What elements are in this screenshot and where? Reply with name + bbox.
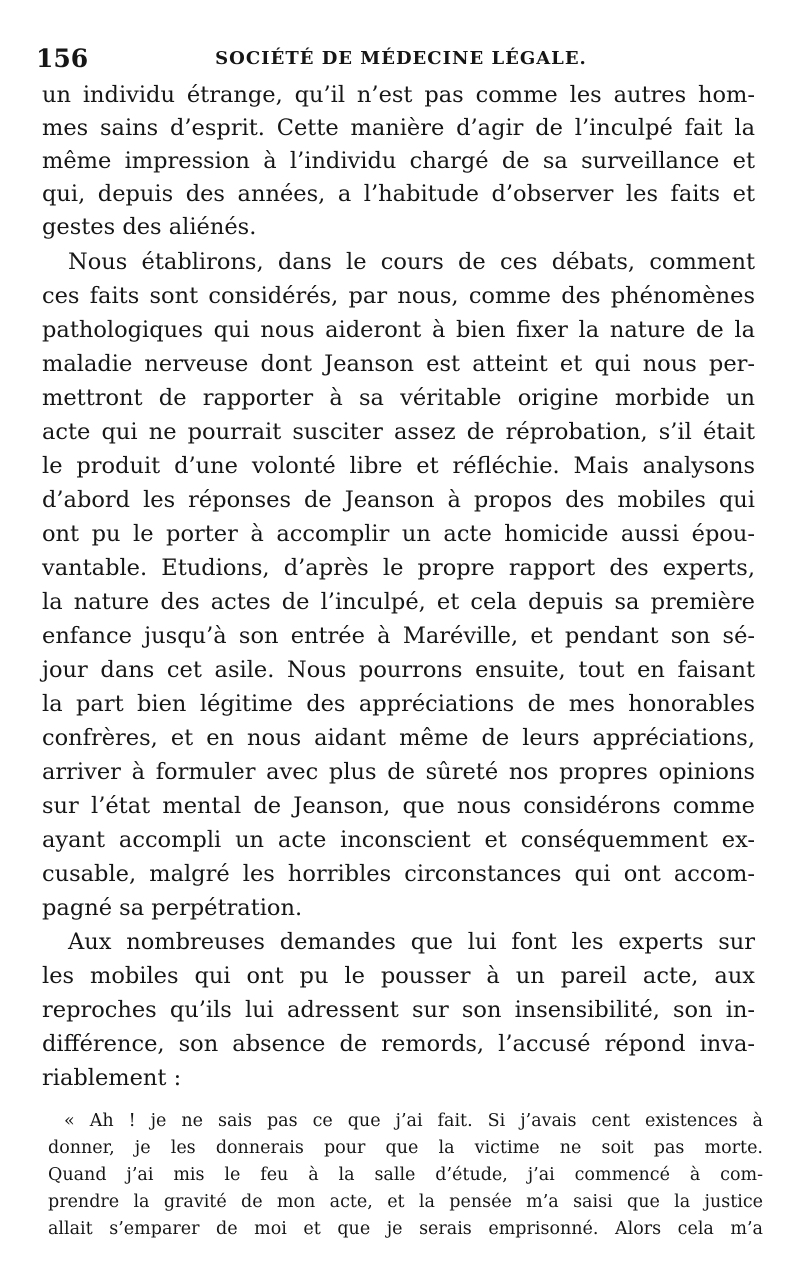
quote-line: donner, je les donnerais pour que la victime ne soit pas morte. xyxy=(48,1138,763,1158)
text-line: vantable. Etudions, d’après le propre rapport des experts, xyxy=(42,555,755,581)
text-line: pagné sa perpétration. xyxy=(42,895,303,921)
text-line: jour dans cet asile. Nous pourrons ensuite, tout en faisant xyxy=(42,657,755,683)
text-line: cusable, malgré les horribles circonstances qui ont accom- xyxy=(42,861,755,887)
text-line: pathologiques qui nous aideront à bien fixer la nature de la xyxy=(42,317,755,343)
text-line: ont pu le porter à accomplir un acte homicide aussi épou- xyxy=(42,521,755,547)
running-title: SOCIÉTÉ DE MÉDECINE LÉGALE. xyxy=(215,48,587,69)
quote-line: allait s’emparer de moi et que je serais emprisonné. Alors cela m’a xyxy=(48,1219,763,1239)
text-line: Aux nombreuses demandes que lui font les experts sur xyxy=(68,929,755,955)
text-line: riablement : xyxy=(42,1065,182,1091)
text-line: ces faits sont considérés, par nous, comme des phénomènes xyxy=(42,283,755,309)
text-line: la nature des actes de l’inculpé, et cela depuis sa première xyxy=(42,589,755,615)
text-line: Nous établirons, dans le cours de ces débats, comment xyxy=(68,249,755,275)
quote-line: prendre la gravité de mon acte, et la pensée m’a saisi que la justice xyxy=(48,1192,763,1212)
text-line: acte qui ne pourrait susciter assez de réprobation, s’il était xyxy=(42,419,755,445)
text-line: un individu étrange, qu’il n’est pas comme les autres hom- xyxy=(42,82,755,108)
text-line: les mobiles qui ont pu le pousser à un pareil acte, aux xyxy=(42,963,755,989)
text-line: maladie nerveuse dont Jeanson est atteint et qui nous per- xyxy=(42,351,755,377)
text-line: confrères, et en nous aidant même de leurs appréciations, xyxy=(42,725,755,751)
page-header xyxy=(36,44,766,74)
page-number: 156 xyxy=(36,44,89,73)
text-line: enfance jusqu’à son entrée à Maréville, et pendant son sé- xyxy=(42,623,755,649)
text-line: gestes des aliénés. xyxy=(42,214,257,240)
quote-line: « Ah ! je ne sais pas ce que j’ai fait. Si j’avais cent existences à xyxy=(64,1111,763,1131)
quote-line: Quand j’ai mis le feu à la salle d’étude, j’ai commencé à com- xyxy=(48,1165,763,1185)
text-line: le produit d’une volonté libre et réfléchie. Mais analysons xyxy=(42,453,755,479)
text-line: différence, son absence de remords, l’accusé répond inva- xyxy=(42,1031,755,1057)
text-line: sur l’état mental de Jeanson, que nous considérons comme xyxy=(42,793,755,819)
text-line: reproches qu’ils lui adressent sur son insensibilité, son in- xyxy=(42,997,755,1023)
text-line: d’abord les réponses de Jeanson à propos des mobiles qui xyxy=(42,487,755,513)
text-line: ayant accompli un acte inconscient et conséquemment ex- xyxy=(42,827,755,853)
text-line: mes sains d’esprit. Cette manière d’agir de l’inculpé fait la xyxy=(42,115,755,141)
text-line: la part bien légitime des appréciations de mes honorables xyxy=(42,691,755,717)
text-line: même impression à l’individu chargé de sa surveillance et xyxy=(42,148,755,174)
text-line: arriver à formuler avec plus de sûreté nos propres opinions xyxy=(42,759,755,785)
text-line: qui, depuis des années, a l’habitude d’observer les faits et xyxy=(42,181,755,207)
text-line: mettront de rapporter à sa véritable origine morbide un xyxy=(42,385,755,411)
